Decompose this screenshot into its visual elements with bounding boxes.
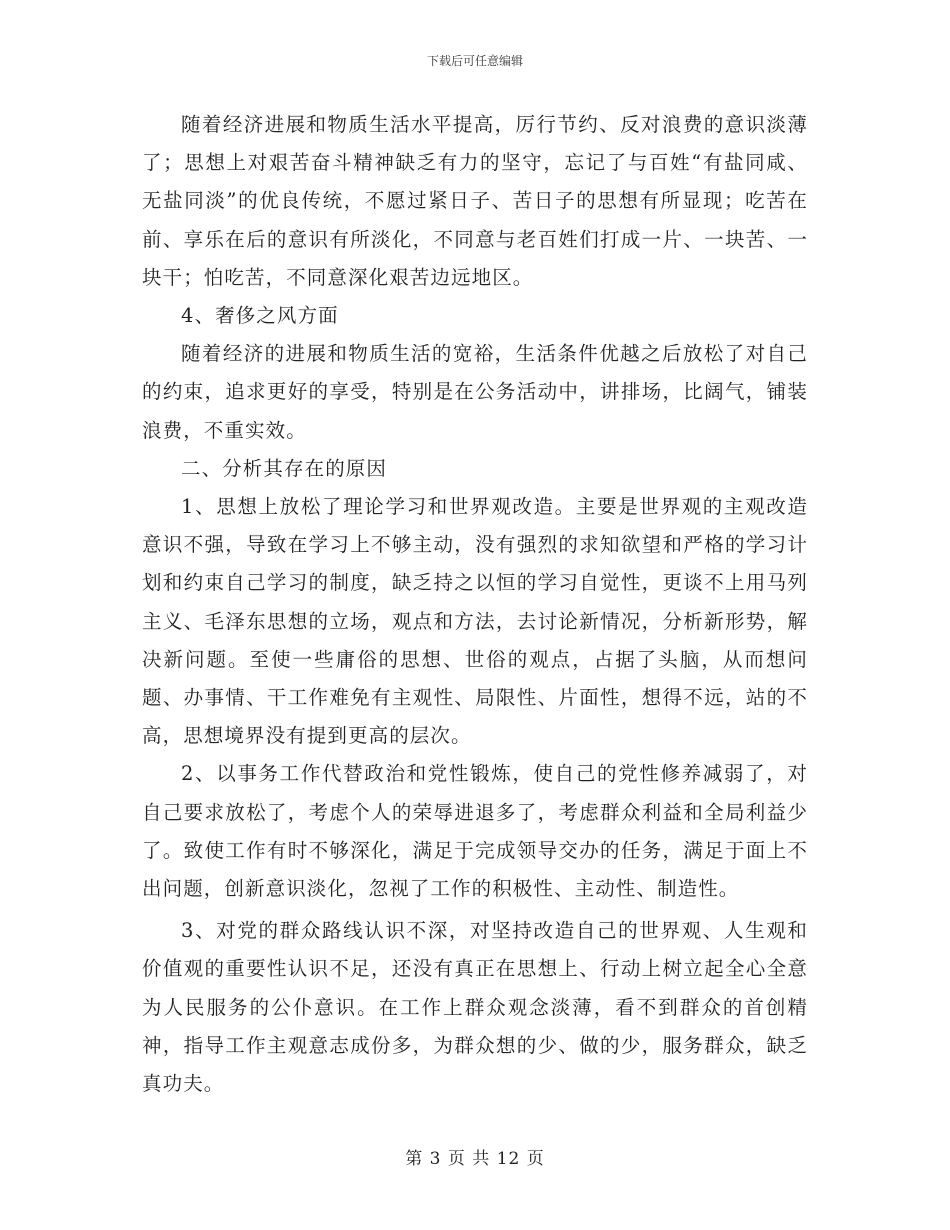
- heading-extravagance: 4、奢侈之风方面: [181, 304, 339, 328]
- section-heading-causes: 二、分析其存在的原因: [181, 456, 388, 480]
- paragraph-frugality: 随着经济进展和物质生活水平提高，厉行节约、反对浪费的意识淡薄了；思想上对艰苦奋斗精神缺乏有力的坚守，忘记了与百姓“有盐同咸、无盐同淡”的优良传统，不愿过紧日子、苦日子的思想有所显现；吃苦在前、享乐在后的意识有所淡化，不同意与老百姓们打成一片、一块苦、一块干；怕吃苦，不同意深化艰苦边远地区。: [142, 113, 808, 289]
- page-number-text: 第 3 页 共 12 页: [405, 1149, 545, 1169]
- paragraph-cause-3: 3、对党的群众路线认识不深，对坚持改造自己的世界观、人生观和价值观的重要性认识不足，还没有真正在思想上、行动上树立起全心全意为人民服务的公仆意识。在工作上群众观念淡薄，看不到群众的首创精神，指导工作主观意志成份多，为群众想的少、做的少，服务群众，缺乏真功夫。: [142, 919, 808, 1096]
- paragraph-extravagance: 随着经济的进展和物质生活的宽裕，生活条件优越之后放松了对自己的约束，追求更好的享受，特别是在公务活动中，讲排场，比阔气，铺装浪费，不重实效。: [142, 342, 808, 442]
- page-header: 下载后可任意编辑: [426, 54, 523, 68]
- paragraph-cause-1: 1、思想上放松了理论学习和世界观改造。主要是世界观的主观改造意识不强，导致在学习上不够主动，没有强烈的求知欲望和严格的学习计划和约束自己学习的制度，缺乏持之以恒的学习自觉性，更谈不上用马列主义、毛泽东思想的立场，观点和方法，去讨论新情况，分析新形势，解决新问题。至使一些庸俗的思想、世俗的观点，占据了头脑，从而想问题、办事情、干工作难免有主观性、局限性、片面性，想得不远，站的不高，思想境界没有提到更高的层次。: [142, 495, 808, 748]
- document-body: [142, 106, 808, 1103]
- paragraph-cause-2: 2、以事务工作代替政治和党性锻炼，使自己的党性修养减弱了，对自己要求放松了，考虑个人的荣辱进退多了，考虑群众利益和全局利益少了。致使工作有时不够深化，满足于完成领导交办的任务，满足于面上不出问题，创新意识淡化，忽视了工作的积极性、主动性、制造性。: [142, 762, 808, 901]
- page-number-footer: [0, 1149, 950, 1169]
